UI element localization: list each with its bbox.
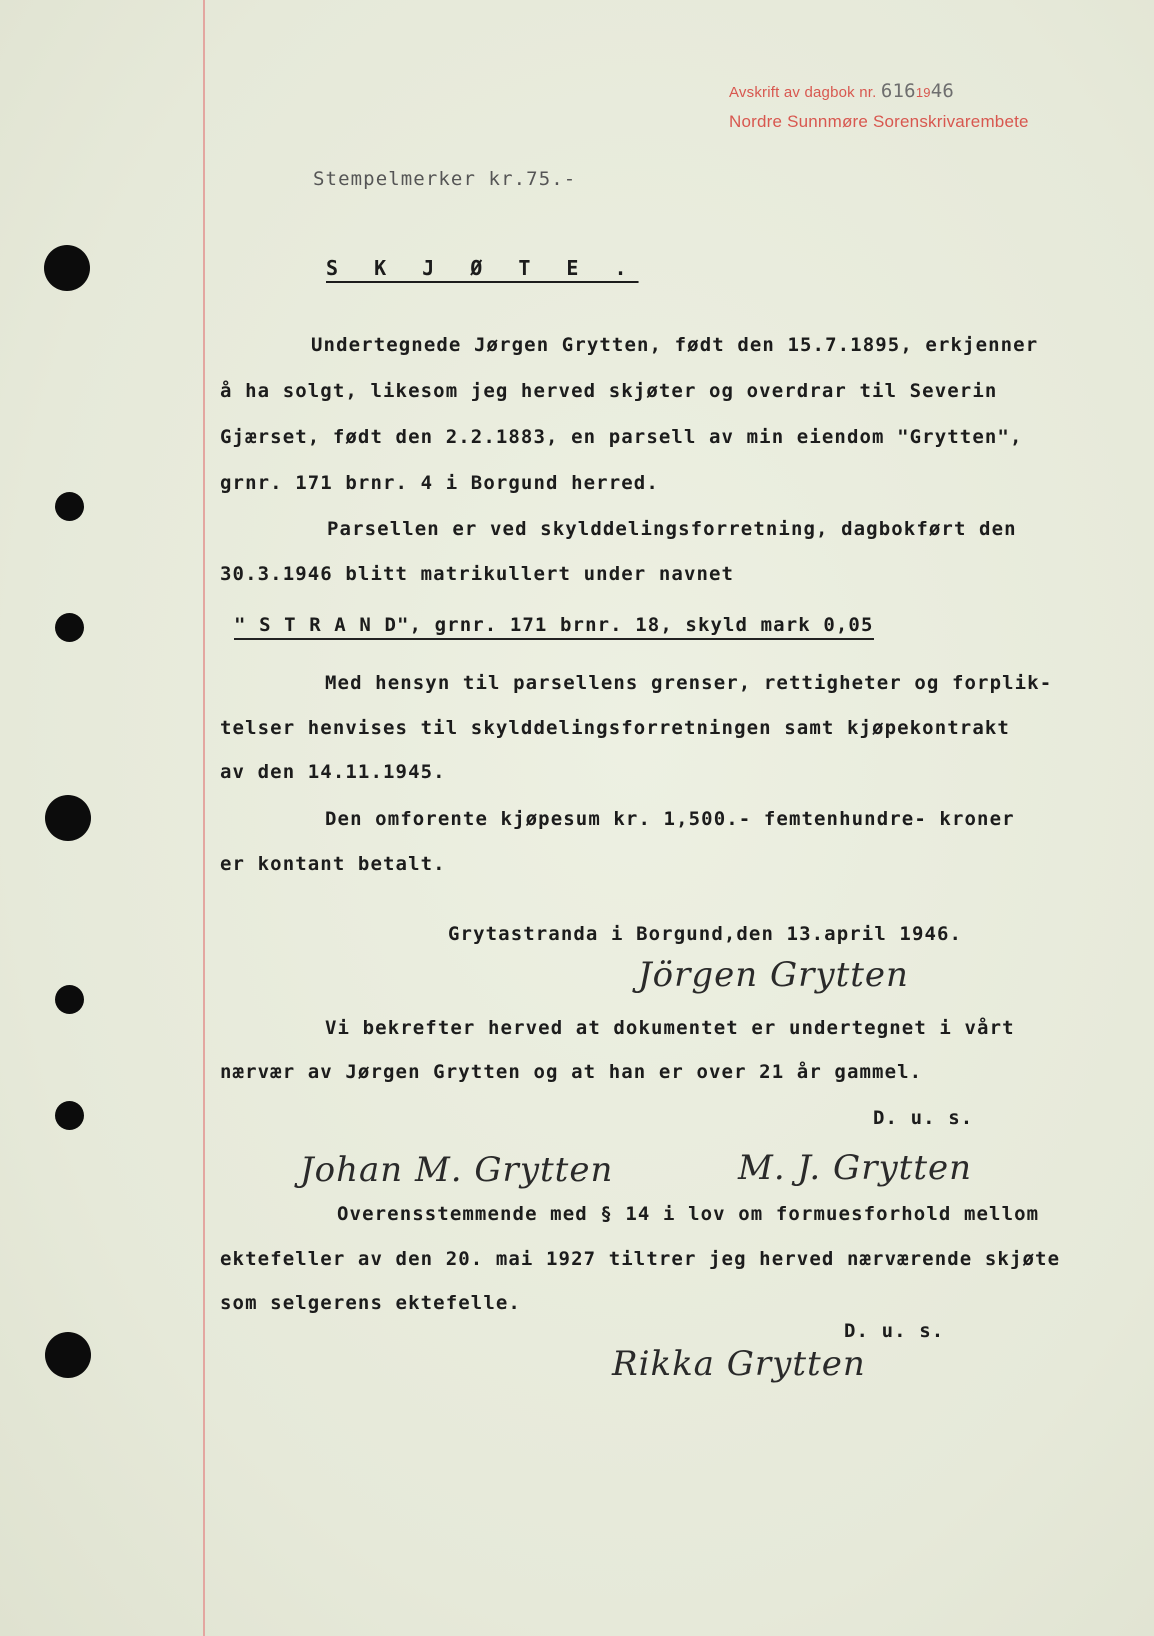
signature-witness-1: Johan M. Grytten bbox=[300, 1150, 614, 1190]
text-line-17: Overensstemmende med § 14 i lov om formuesforhold mellom bbox=[337, 1203, 1040, 1225]
text-line-8: Med hensyn til parsellens grenser, rettigheter og forplik- bbox=[325, 672, 1053, 694]
registry-stamp bbox=[729, 80, 954, 102]
signature-seller: Jörgen Grytten bbox=[638, 955, 909, 995]
signature-spouse: Rikka Grytten bbox=[612, 1344, 866, 1384]
text-line-6: 30.3.1946 blitt matrikullert under navnet bbox=[220, 563, 735, 585]
punch-hole-6 bbox=[55, 1101, 84, 1130]
signature-witness-2: M. J. Grytten bbox=[738, 1148, 972, 1188]
text-line-19: som selgerens ektefelle. bbox=[220, 1292, 521, 1314]
stamp-fee: Stempelmerker kr.75.- bbox=[313, 168, 577, 190]
stamp-year-prefix: 19 bbox=[915, 85, 931, 100]
punch-hole-5 bbox=[55, 985, 84, 1014]
stamp-number: 616 bbox=[880, 80, 916, 102]
text-line-4: grnr. 171 brnr. 4 i Borgund herred. bbox=[220, 472, 659, 494]
punch-hole-2 bbox=[55, 492, 84, 521]
punch-hole-3 bbox=[55, 613, 84, 642]
text-line-14: Vi bekrefter herved at dokumentet er undertegnet i vårt bbox=[325, 1017, 1015, 1039]
text-line-15: nærvær av Jørgen Grytten og at han er over 21 år gammel. bbox=[220, 1061, 923, 1083]
stamp-prefix: Avskrift av dagbok nr. bbox=[729, 84, 877, 101]
property-name-line: " S T R A N D", grnr. 171 brnr. 18, skyld mark 0,05 bbox=[234, 614, 874, 640]
punch-hole-7 bbox=[45, 1332, 91, 1378]
place-date: Grytastranda i Borgund,den 13.april 1946. bbox=[448, 923, 963, 945]
stamp-office: Nordre Sunnmøre Sorenskrivarembete bbox=[729, 112, 1029, 131]
text-line-1: Undertegnede Jørgen Grytten, født den 15.7.1895, erkjenner bbox=[311, 334, 1039, 356]
margin-rule bbox=[203, 0, 205, 1636]
dus-1: D. u. s. bbox=[873, 1107, 974, 1129]
text-line-2: å ha solgt, likesom jeg herved skjøter og overdrar til Severin bbox=[220, 380, 998, 402]
stamp-year: 46 bbox=[930, 80, 954, 102]
text-line-9: telser henvises til skylddelingsforretningen samt kjøpekontrakt bbox=[220, 717, 1010, 739]
document-title: S K J Ø T E . bbox=[326, 256, 639, 280]
text-line-3: Gjærset, født den 2.2.1883, en parsell av min eiendom "Grytten", bbox=[220, 426, 1023, 448]
text-line-10: av den 14.11.1945. bbox=[220, 761, 446, 783]
punch-hole-1 bbox=[44, 245, 90, 291]
text-line-11: Den omforente kjøpesum kr. 1,500.- femtenhundre- kroner bbox=[325, 808, 1015, 830]
dus-2: D. u. s. bbox=[844, 1320, 945, 1342]
text-line-12: er kontant betalt. bbox=[220, 853, 446, 875]
punch-hole-4 bbox=[45, 795, 91, 841]
text-line-5: Parsellen er ved skylddelingsforretning, dagbokført den bbox=[327, 518, 1017, 540]
text-line-18: ektefeller av den 20. mai 1927 tiltrer jeg herved nærværende skjøte bbox=[220, 1248, 1061, 1270]
